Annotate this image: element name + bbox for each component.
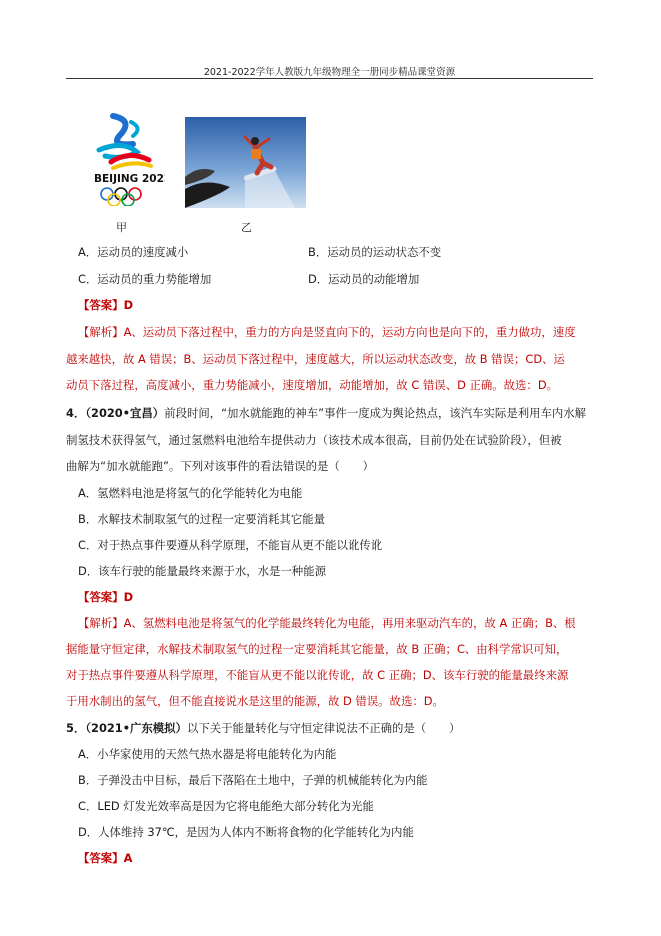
q5-number: 5． (66, 721, 86, 735)
q4-stem-line-1 (66, 406, 586, 420)
q5-stem (66, 721, 460, 735)
q3-explanation-line-1: 【解析】A、运动员下落过程中，重力的方向是竖直向下的，运动方向也是向下的，重力做功，速度 (78, 325, 576, 339)
figure-caption-b: 乙 (241, 221, 252, 234)
q4-option-c: C．对于热点事件要遵从科学原理，不能盲从更不能以讹传讹 (78, 538, 383, 552)
q3-explanation-line-2: 越来越快，故 A 错误；B、运动员下落过程中，速度越大，所以运动状态改变，故 B 错误；CD、运 (66, 352, 565, 366)
q4-option-d: D．该车行驶的能量最终来源于水，水是一种能源 (78, 564, 326, 578)
snowboarder-photo (185, 117, 306, 208)
q3-option-d: D．运动员的动能增加 (308, 272, 420, 286)
q4-explanation-line-2: 据能量守恒定律，水解技术制取氢气的过程一定要消耗其它能量，故 B 正确；C、由科学常识可知， (66, 642, 568, 656)
figure-caption-a: 甲 (116, 221, 127, 234)
q4-stem-line-3: 曲解为“加水就能跑”。下列对该事件的看法错误的是（ ） (66, 459, 374, 473)
q5-option-b: B．子弹没击中目标，最后下落陷在土地中，子弹的机械能转化为内能 (78, 773, 428, 787)
q4-answer: 【答案】D (78, 590, 134, 604)
header-divider (66, 78, 593, 79)
q4-stem-text-1: 前段时间，“加水就能跑的神车”事件一度成为舆论热点，该汽车实际是利用车内水解 (164, 406, 587, 420)
q5-source-tag: （2021•广东模拟） (85, 721, 187, 735)
snowboarder-jump-icon (185, 117, 306, 208)
q4-explanation-line-3: 对于热点事件要遵从科学原理，不能盲从更不能以讹传讹，故 C 正确；D、该车行驶的能量最终来源 (66, 668, 569, 682)
q3-option-a: A．运动员的速度减小 (78, 245, 189, 259)
beijing-2022-logo (93, 110, 165, 206)
q3-option-c: C．运动员的重力势能增加 (78, 272, 212, 286)
q4-option-b: B．水解技术制取氢气的过程一定要消耗其它能量 (78, 512, 326, 526)
q3-explanation-line-3: 动员下落过程，高度减小，重力势能减小，速度增加，动能增加，故 C 错误、D 正确。故选：D。 (66, 378, 558, 392)
beijing-2022-emblem-icon (93, 110, 165, 206)
q4-explanation-line-1: 【解析】A、氢燃料电池是将氢气的化学能最终转化为电能，再用来驱动汽车的，故 A 正确；B、根 (78, 616, 576, 630)
logo-text: BEIJING 2022 (94, 173, 165, 185)
q5-answer: 【答案】A (78, 851, 133, 865)
q4-source-tag: （2020•宜昌） (85, 406, 165, 420)
q3-answer: 【答案】D (78, 298, 134, 312)
q4-stem-line-2: 制氢技术获得氢气，通过氢燃料电池给车提供动力（该技术成本很高，目前仍处在试验阶段），但被 (66, 433, 562, 447)
page-header: 2021-2022学年人教版九年级物理全一册同步精品课堂资源 (203, 67, 456, 78)
q5-option-d: D．人体维持 37℃，是因为人体内不断将食物的化学能转化为内能 (78, 825, 414, 839)
q5-option-a: A．小华家使用的天然气热水器是将电能转化为内能 (78, 747, 337, 761)
q5-option-c: C．LED 灯发光效率高是因为它将电能绝大部分转化为光能 (78, 799, 374, 813)
q5-stem-text: 以下关于能量转化与守恒定律说法不正确的是（ ） (186, 721, 461, 735)
q4-option-a: A．氢燃料电池是将氢气的化学能转化为电能 (78, 486, 303, 500)
q4-number: 4． (66, 406, 86, 420)
q3-option-b: B．运动员的运动状态不变 (308, 245, 442, 259)
q4-explanation-line-4: 于用水制出的氢气，但不能直接说水是这里的能源，故 D 错误。故选：D。 (66, 694, 444, 708)
